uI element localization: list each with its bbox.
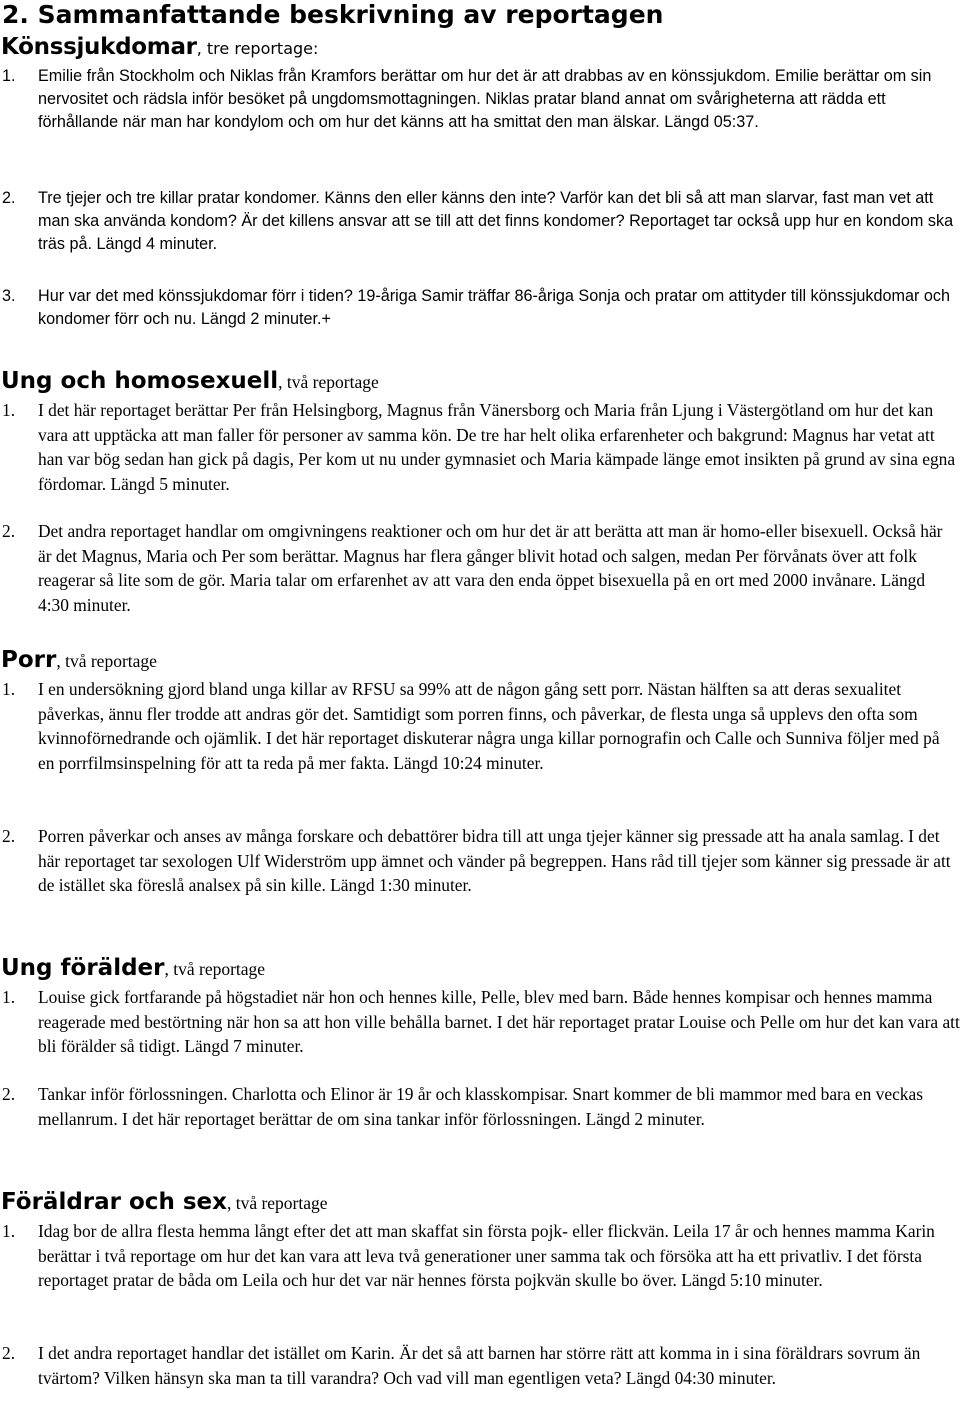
page-title: 2. Sammanfattande beskrivning av reportagen	[2, 0, 664, 29]
item-number: 2.	[2, 1343, 16, 1363]
section-heading-ung-foralder	[1, 951, 265, 988]
item-text: Idag bor de allra flesta hemma långt efter det att man skaffat sin första pojk- eller flickvän. Leila 17 år och hennes mamma Karin berättar i två reportage om hur det kan vara att leva två generationer uner samma tak och försöka att ha ett privatliv. I det första reportaget pratar de båda om Leila och hur det var när hennes första pojkvän skulle bo över. Längd 5:10 minuter.	[38, 1221, 935, 1291]
item-text: Emilie från Stockholm och Niklas från Kramfors berättar om hur det är att drabbas av en könssjukdom. Emilie berättar om sin nervositet och rädsla inför besöket på ungdomsmottagningen. Niklas pratar bland annat om svårigheterna att rädda ett förhållande när man har kondylom och om hur det känns att ha smittat den man älskar. Längd 05:37.	[38, 67, 932, 131]
section-subtitle: , två reportage	[226, 1193, 328, 1213]
item-text: I en undersökning gjord bland unga killar av RFSU sa 99% att de någon gång sett porr. Nästan hälften sa att deras sexualitet påverkas, ännu fler trodde att andras gör det. Samtidigt som porren finns, och påverkar, de flesta unga så upplevs den ofta som kvinnoförnedrande och ojämlik. I det här reportaget diskuterar några unga killar pornografin och Calle och Sunniva följer med på en porrfilmsinspelning för att ta reda på mer fakta. Längd 10:24 minuter.	[38, 679, 940, 773]
item-text: I det här reportaget berättar Per från Helsingborg, Magnus från Vänersborg och Maria från Ljung i Västergötland om hur det kan vara att upptäcka att man faller för personer av samma kön. De tre har helt olika erfarenheter och bakgrund: Magnus har vetat att han var bög sedan han gick på dagis, Per kom ut nu under gymnasiet och Maria kämpade länge emot insikten på grund av sina egna fördomar. Längd 5 minuter.	[38, 400, 956, 494]
section-title: Könssjukdomar	[1, 34, 197, 60]
item-number: 1.	[2, 67, 16, 85]
section-heading-porr	[1, 643, 157, 680]
item-number: 1.	[2, 987, 16, 1007]
item-number: 3.	[2, 287, 16, 305]
item-number: 1.	[2, 400, 16, 420]
item-text: Porren påverkar och anses av många forskare och debattörer bidra till att unga tjejer känner sig pressade att ha anala samlag. I det här reportaget tar sexologen Ulf Widerström upp ämnet och vänder på begreppen. Hans råd till tjejer som känner sig pressade är att de istället ska föreslå analsex på sin kille. Längd 1:30 minuter.	[38, 826, 951, 896]
item-text: Hur var det med könssjukdomar förr i tiden? 19-åriga Samir träffar 86-åriga Sonja och pratar om attityder till könssjukdomar och kondomer förr och nu. Längd 2 minuter.+	[38, 287, 951, 328]
section-subtitle: , två reportage	[278, 372, 379, 392]
item-number: 1.	[2, 679, 16, 699]
section-subtitle: , två reportage	[56, 651, 157, 671]
section-subtitle: , tre reportage:	[196, 39, 319, 58]
item-text: Tre tjejer och tre killar pratar kondomer. Känns den eller känns den inte? Varför kan det bli så att man slarvar, fast man vet att man ska använda kondom? Är det killens ansvar att se till att det finns kondomer? Reportaget tar också upp hur en kondom ska träs på. Längd 4 minuter.	[38, 189, 954, 253]
item-number: 2.	[2, 521, 16, 541]
item-number: 2.	[2, 1084, 16, 1104]
item-text: Det andra reportaget handlar om omgivningens reaktioner och om hur det är att berätta att man är homo-eller bisexuell. Också här är det Magnus, Maria och Per som berättar. Magnus har flera gånger blivit hotad och salgen, medan Per förvånats över att folk reagerar så lite som de gör. Maria talar om erfarenhet av att vara den enda öppet bisexuella på en ort med 2000 invånare. Längd 4:30 minuter.	[38, 521, 943, 615]
section-heading-konssjukdomar	[1, 30, 318, 67]
section-title: Föräldrar och sex	[1, 1189, 227, 1215]
section-title: Porr	[1, 647, 57, 673]
section-heading-foraldrar-och-sex	[1, 1185, 328, 1222]
item-text: Louise gick fortfarande på högstadiet när hon och hennes kille, Pelle, blev med barn. Både hennes kompisar och hennes mamma reagerade med bestörtning när hon sa att hon ville behålla barnet. I det här reportaget pratar Louise och Pelle om hur det kan vara att bli förälder så tidigt. Längd 7 minuter.	[38, 987, 960, 1057]
item-number: 2.	[2, 189, 16, 207]
item-text: Tankar inför förlossningen. Charlotta och Elinor är 19 år och klasskompisar. Snart kommer de bli mammor med bara en veckas mellanrum. I det här reportaget berättar de om sina tankar inför förlossningen. Längd 2 minuter.	[38, 1084, 923, 1129]
section-title: Ung förälder	[1, 955, 165, 981]
section-title: Ung och homosexuell	[1, 368, 279, 394]
item-number: 2.	[2, 826, 16, 846]
item-text: I det andra reportaget handlar det istället om Karin. Är det så att barnen har större rätt att komma in i sina föräldrars sovrum än tvärtom? Vilken hänsyn ska man ta till varandra? Och vad vill man egentligen veta? Längd 04:30 minuter.	[38, 1343, 921, 1388]
section-subtitle: , två reportage	[164, 959, 266, 979]
section-heading-ung-och-homosexuell	[1, 364, 379, 401]
item-number: 1.	[2, 1221, 16, 1241]
